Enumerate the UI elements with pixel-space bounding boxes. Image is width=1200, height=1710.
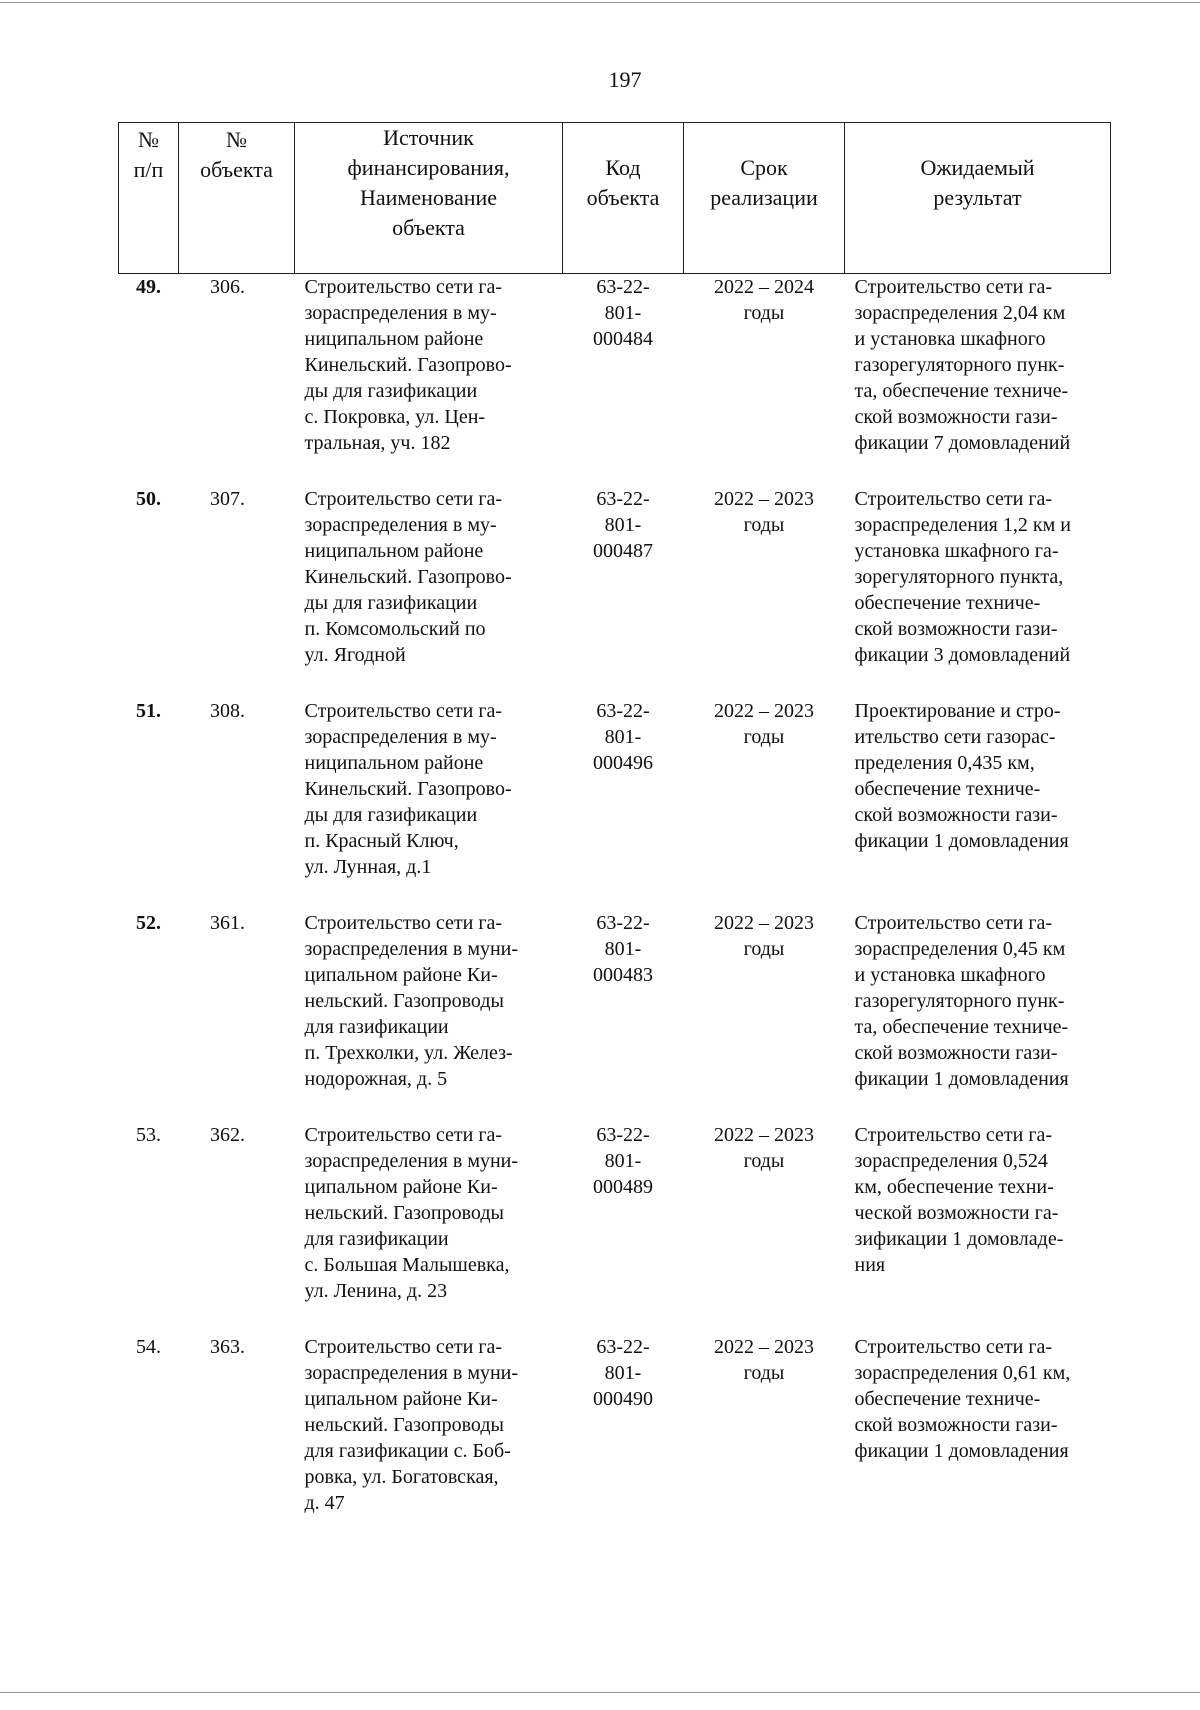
projects-table — [118, 122, 1111, 1534]
header-term: Срок реализации — [684, 123, 845, 274]
expected-result: Строительство сети га- зораспределения 1,2 км и установка шкафного га- зорегуляторного пункта, обеспечение техниче- ской возможности гази- фикации 3 домовладений — [854, 488, 1071, 666]
implementation-term: 2022 – 2023 годы — [714, 1336, 814, 1384]
row-number: 50. — [136, 488, 161, 510]
row-number: 53. — [136, 1124, 161, 1146]
header-object-number: № объекта — [179, 123, 295, 274]
object-number: 361. — [210, 912, 245, 934]
expected-result: Строительство сети га- зораспределения 0,45 км и установка шкафного газорегуляторного пунк- та, обеспечение техниче- ской возможности гази- фикации 1 домовладения — [854, 912, 1069, 1090]
expected-result: Строительство сети га- зораспределения 0,61 км, обеспечение техниче- ской возможности гази- фикации 1 домовладения — [854, 1336, 1071, 1462]
object-number: 308. — [210, 700, 245, 722]
table-body — [119, 274, 1111, 1535]
object-number: 306. — [210, 276, 245, 298]
header-object-code: Код объекта — [563, 123, 684, 274]
object-number: 363. — [210, 1336, 245, 1358]
table-row — [119, 274, 1111, 487]
row-number: 49. — [136, 276, 161, 298]
table-row — [119, 910, 1111, 1122]
object-name: Строительство сети га- зораспределения в му- ниципальном районе Кинельский. Газопрово- ды для газификации с. Покровка, ул. Цен- тральная, уч. 182 — [304, 276, 512, 454]
implementation-term: 2022 – 2023 годы — [714, 912, 814, 960]
page-number: 197 — [608, 67, 642, 92]
object-number: 307. — [210, 488, 245, 510]
scan-edge-bottom — [0, 1692, 1200, 1693]
object-name: Строительство сети га- зораспределения в муни- ципальном районе Ки- нельский. Газопроводы для газификации с. Большая Малышевка, ул. Ленина, д. 23 — [304, 1124, 519, 1302]
header-financing-source: Источник финансирования, Наименование объекта — [295, 123, 563, 274]
object-name: Строительство сети га- зораспределения в муни- ципальном районе Ки- нельский. Газопроводы для газификации п. Трехколки, ул. Желез- нодорожная, д. 5 — [304, 912, 519, 1090]
row-number: 52. — [136, 912, 161, 934]
table-row — [119, 486, 1111, 698]
expected-result: Строительство сети га- зораспределения 2,04 км и установка шкафного газорегуляторного пунк- та, обеспечение техниче- ской возможности гази- фикации 7 домовладений — [854, 276, 1071, 454]
implementation-term: 2022 – 2023 годы — [714, 700, 814, 748]
implementation-term: 2022 – 2023 годы — [714, 488, 814, 536]
expected-result: Строительство сети га- зораспределения 0,524 км, обеспечение техни- ческой возможности га- зификации 1 домовладе- ния — [854, 1124, 1064, 1276]
object-code: 63-22- 801- 000490 — [593, 1336, 653, 1410]
table-row — [119, 698, 1111, 910]
object-code: 63-22- 801- 000483 — [593, 912, 653, 986]
object-code: 63-22- 801- 000484 — [593, 276, 653, 350]
header-expected-result: Ожидаемый результат — [845, 123, 1111, 274]
implementation-term: 2022 – 2024 годы — [714, 276, 814, 324]
row-number: 51. — [136, 700, 161, 722]
object-code: 63-22- 801- 000489 — [593, 1124, 653, 1198]
object-number: 362. — [210, 1124, 245, 1146]
object-code: 63-22- 801- 000487 — [593, 488, 653, 562]
object-name: Строительство сети га- зораспределения в муни- ципальном районе Ки- нельский. Газопроводы для газификации с. Боб- ровка, ул. Богатовская, д. 47 — [304, 1336, 519, 1514]
table-header-row — [119, 123, 1111, 274]
object-code: 63-22- 801- 000496 — [593, 700, 653, 774]
implementation-term: 2022 – 2023 годы — [714, 1124, 814, 1172]
header-num: № п/п — [119, 123, 179, 274]
row-number: 54. — [136, 1336, 161, 1358]
expected-result: Проектирование и стро- ительство сети газорас- пределения 0,435 км, обеспечение техниче- ской возможности гази- фикации 1 домовладения — [854, 700, 1069, 852]
object-name: Строительство сети га- зораспределения в му- ниципальном районе Кинельский. Газопрово- ды для газификации п. Комсомольский по ул. Ягодной — [304, 488, 512, 666]
scan-edge-top — [0, 2, 1200, 3]
table-row — [119, 1334, 1111, 1534]
table-row — [119, 1122, 1111, 1334]
object-name: Строительство сети га- зораспределения в му- ниципальном районе Кинельский. Газопрово- ды для газификации п. Красный Ключ, ул. Лунная, д.1 — [304, 700, 512, 878]
